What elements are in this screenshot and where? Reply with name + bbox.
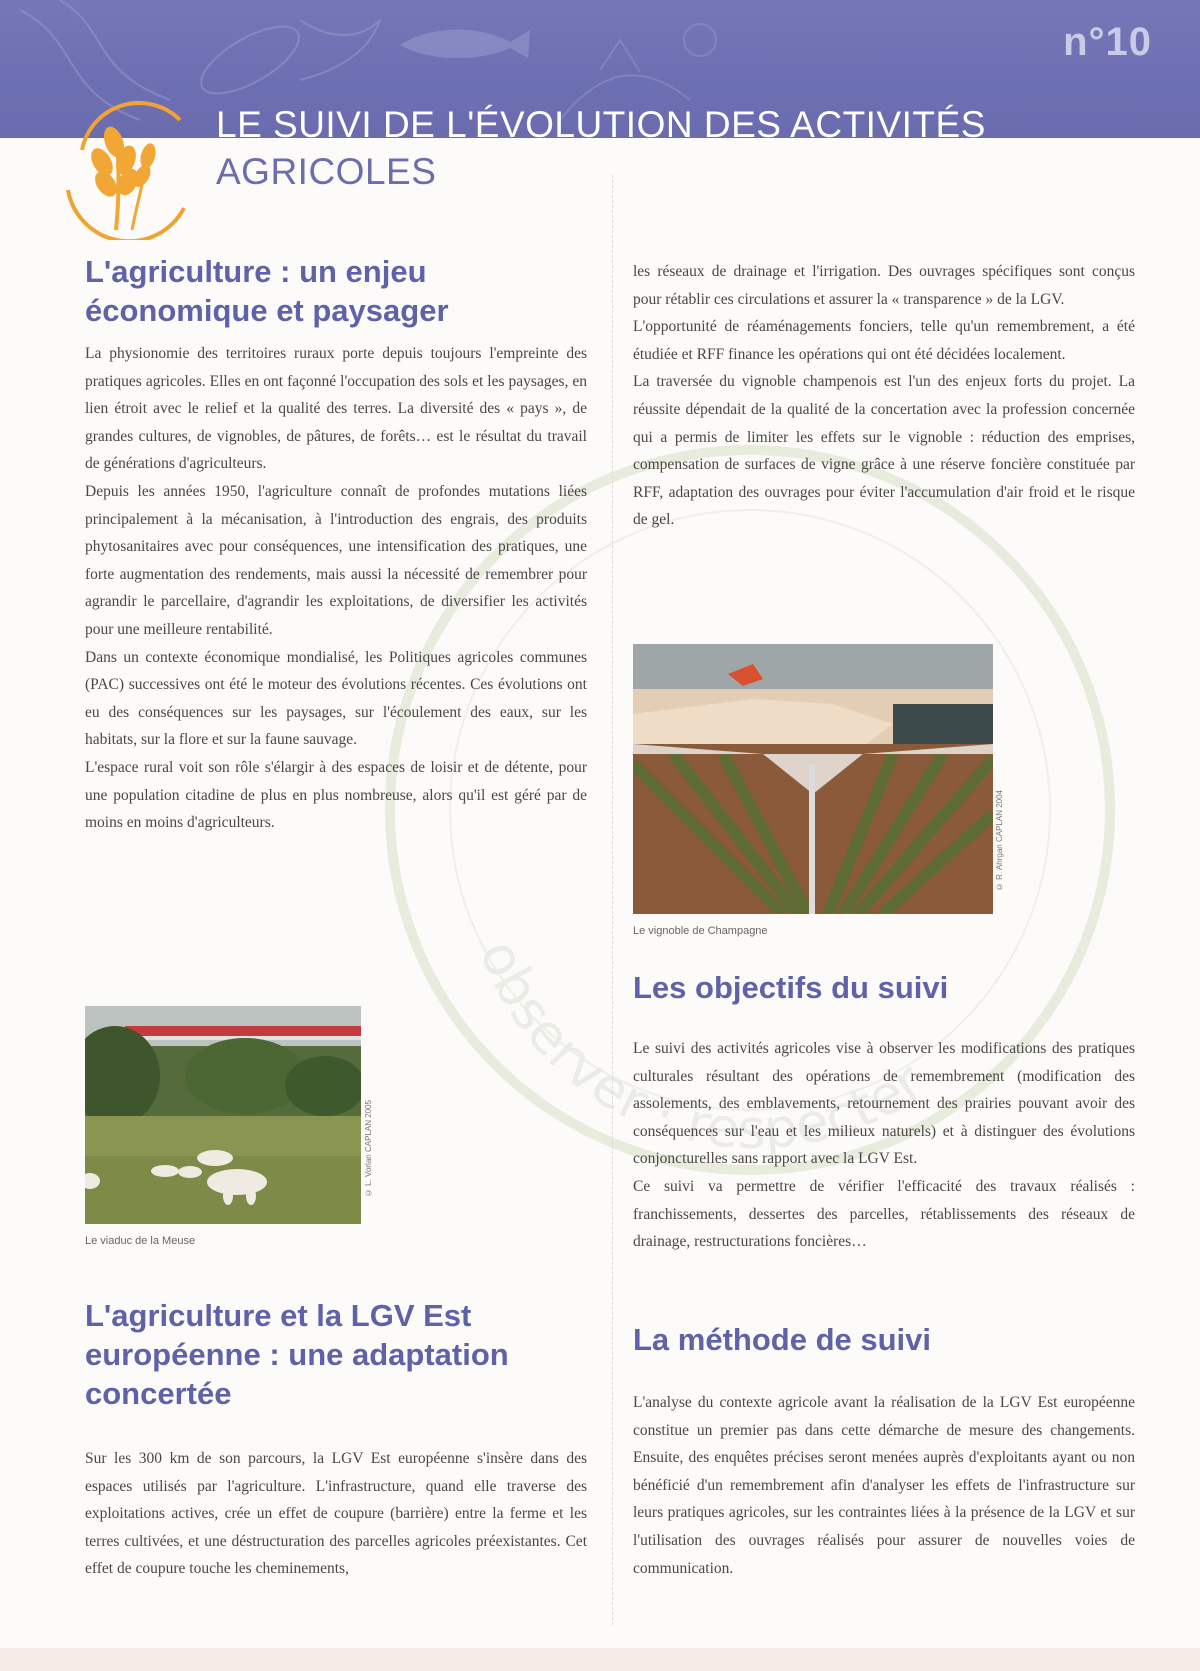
paragraph: Dans un contexte économique mondialisé, les Politiques agricoles communes (PAC) successives ont été le moteur des évolutions récentes. Ces évolutions ont eu des conséquences sur les paysages, sur l'écoulement des eaux, sur les habitats, sur la flore et sur la faune sauvage. — [85, 648, 587, 749]
paragraph: les réseaux de drainage et l'irrigation. Des ouvrages spécifiques sont conçus pour rétablir ces circulations et assurer la « transparence » de la LGV. — [633, 263, 1135, 308]
page-bottom-edge — [0, 1648, 1200, 1671]
fish-icon — [400, 30, 530, 59]
section-heading-lgv-adaptation: L'agriculture et la LGV Est européenne : une adaptation concertée — [85, 1298, 509, 1411]
paragraph: L'espace rural voit son rôle s'élargir à des espaces de loisir et de détente, pour une population citadine de plus en plus nombreuse, alors qu'il est géré par de moins en moins d'agriculteurs. — [85, 758, 587, 832]
section-heading-agriculture-enjeu: L'agriculture : un enjeu économique et paysager — [85, 254, 449, 328]
section-heading-objectifs: Les objectifs du suivi — [633, 970, 949, 1005]
paragraph: Ce suivi va permettre de vérifier l'efficacité des travaux réalisés : franchissements, dessertes des parcelles, rétablissements des réseaux de drainage, restructurations foncières… — [633, 1177, 1135, 1251]
issue-number: n°10 — [1063, 20, 1152, 64]
photo-caption: Le viaduc de la Meuse — [85, 1235, 196, 1247]
watermark-text: observer · respecter — [467, 931, 935, 1162]
wheat-logo-icon — [62, 80, 202, 240]
photo-caption: Le vignoble de Champagne — [633, 925, 768, 937]
section-heading-methode: La méthode de suivi — [633, 1322, 932, 1357]
photo-vignoble-champagne — [633, 644, 993, 914]
section-lgv-adaptation-text — [85, 1445, 587, 1583]
column-divider — [612, 175, 613, 1625]
paragraph: Depuis les années 1950, l'agriculture connaît de profondes mutations liées principalement à la mécanisation, à l'introduction des engrais, des produits phytosanitaires avec pour conséquences, une intensification des pratiques, une forte augmentation des rendements, mais aussi la nécessité de remembrer pour agrandir le parcellaire, d'agrandir les exploitations, de diversifier les activités pour une meilleure rentabilité. — [85, 482, 587, 638]
section-objectifs-text — [633, 1035, 1135, 1256]
photo-credit: © R. Ahrgan CAPLAN 2004 — [995, 790, 1004, 892]
paragraph: L'analyse du contexte agricole avant la réalisation de la LGV Est européenne constitue un premier pas dans cette démarche de mesure des changements. Ensuite, des enquêtes précises seront menées auprès d'exploitants ayant ou non bénéficié d'un remembrement afin d'analyser les effets de l'infrastructure sur leurs pratiques agricoles, sur les contraintes liées à la présence de la LGV et sur l'utilisation des ouvrages réalisés pour assurer de nouvelles voies de communication. — [633, 1394, 1135, 1577]
section-methode-text — [633, 1389, 1135, 1582]
photo-credit: © L. Vorlan CAPLAN 2005 — [364, 1100, 373, 1198]
page-title-line1: LE SUIVI DE L'ÉVOLUTION DES ACTIVITÉS — [216, 104, 986, 145]
section-lgv-adaptation-continued — [633, 258, 1135, 534]
paragraph: La physionomie des territoires ruraux porte depuis toujours l'empreinte des pratiques agricoles. Elles en ont façonné l'occupation des sols et les paysages, en lien étroit avec le relief et la qualité des terres. La diversité des « pays », de grandes cultures, de vignobles, de pâtures, de forêts… est le résultat du travail de générations d'agriculteurs. — [85, 345, 587, 473]
photo-viaduc-meuse — [85, 1006, 361, 1224]
section-agriculture-enjeu-text — [85, 340, 587, 837]
page-title-line2: AGRICOLES — [216, 151, 437, 192]
paragraph: La traversée du vignoble champenois est l'un des enjeux forts du projet. La réussite dépendait de la qualité de la concertation avec la profession concernée qui a permis de limiter les effets sur le vignoble : réduction des emprises, compensation de surfaces de vigne grâce à une réserve foncière constituée par RFF, adaptation des ouvrages pour éviter l'accumulation d'air froid et le risque de gel. — [633, 373, 1135, 529]
paragraph: Sur les 300 km de son parcours, la LGV Est européenne s'insère dans des espaces utilisés par l'agriculture. L'infrastructure, quand elle traverse des exploitations actives, crée un effet de coupure (barrière) entre la ferme et les terres cultivées, et une déstructuration des parcelles agricoles préexistantes. Cet effet de coupure touche les cheminements, — [85, 1450, 587, 1578]
paragraph: Le suivi des activités agricoles vise à observer les modifications des pratiques culturales résultant des opérations de remembrement (modification des assolements, des emblavements, retournement des prairies pouvant avoir des conséquences sur l'eau et les milieux naturels) et à distinguer des évolutions conjoncturelles sans rapport avec la LGV Est. — [633, 1040, 1135, 1168]
paragraph: L'opportunité de réaménagements fonciers, telle qu'un remembrement, a été étudiée et RFF finance les opérations qui ont été décidées localement. — [633, 318, 1135, 363]
